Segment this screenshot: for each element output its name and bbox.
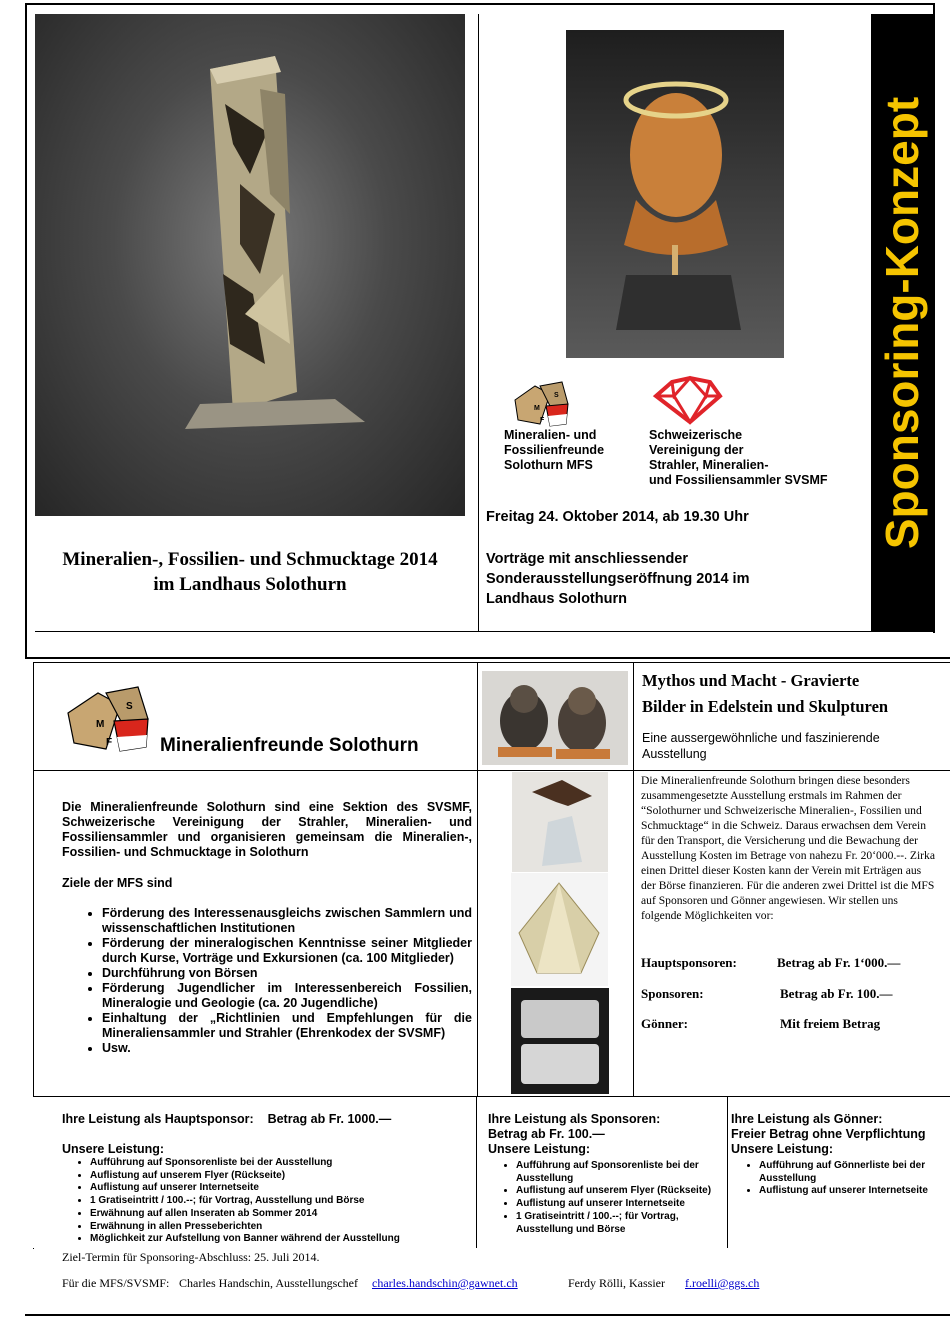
list-item: • Förderung des Interessenausgleichs zwischen Sammlern und wissenschaftlichen Institutionen	[102, 906, 472, 936]
tier-value: Betrag ab Fr. 1‘000.—	[777, 955, 901, 970]
event-date: Freitag 24. Oktober 2014, ab 19.30 Uhr	[486, 509, 749, 525]
org-svsmf-label	[649, 428, 828, 488]
list-item: • Förderung der mineralogischen Kenntnisse seiner Mitglieder durch Kurse, Vorträge und Exkursionen (ca. 100 Mitglieder)	[102, 936, 472, 966]
benefits-sub: Unsere Leistung:	[488, 1142, 591, 1156]
tier-label: Sponsoren:	[641, 986, 704, 1001]
goenner-benefits	[731, 1112, 946, 1198]
event-line: Vorträge mit anschliessender	[486, 551, 689, 567]
cameo-box-image	[511, 988, 609, 1094]
crystal-sculpture-image	[35, 14, 465, 516]
list-item: • Möglichkeit zur Aufstellung von Banner während der Ausstellung	[90, 1233, 472, 1246]
org-mfs-label	[504, 428, 604, 473]
list-item: • Auflistung auf unserer Internetseite	[759, 1185, 946, 1198]
svg-text:F: F	[540, 417, 545, 424]
org-svsmf-line: Schweizerische	[649, 428, 743, 442]
tier-label: Hauptsponsoren:	[641, 955, 737, 970]
list-item: • Auflistung auf unserem Flyer (Rückseite)	[516, 1185, 724, 1198]
svg-text:F: F	[106, 737, 113, 748]
org-mfs-line: Mineralien- und	[504, 428, 597, 442]
exhibit-subtitle	[642, 730, 880, 762]
eagle-sculpture-image	[512, 772, 608, 872]
tier-value: Mit freiem Betrag	[780, 1016, 881, 1031]
benefits-heading: Ihre Leistung als Hauptsponsor: Betrag ab Fr. 1000.—	[62, 1112, 392, 1126]
crystal-pyramid-image	[511, 873, 608, 986]
benefits-heading: Freier Betrag ohne Verpflichtung	[731, 1127, 926, 1141]
list-item: • Förderung Jugendlicher im Interessenbereich Fossilien, Mineralogie und Geologie (ca. 20 Jugendliche)	[102, 981, 472, 1011]
tier-hauptsponsoren	[641, 955, 941, 971]
exhibit-sub-line: Eine aussergewöhnliche und faszinierende	[642, 731, 880, 745]
event-line: Sonderausstellungseröffnung 2014 im	[486, 571, 750, 587]
list-item: • Einhaltung der „Richtlinien und Empfehlungen für die Mineraliensammler und Strahler (Ehrenkodex der SVSMF)	[102, 1011, 472, 1041]
tier-goenner	[641, 1016, 941, 1032]
club-name: Mineralienfreunde Solothurn	[160, 735, 419, 756]
goals-heading: Ziele der MFS sind	[62, 876, 173, 890]
benefits-sub: Unsere Leistung:	[62, 1142, 165, 1156]
bust-sculpture-image	[566, 30, 784, 358]
org-svsmf-line: Vereinigung der	[649, 443, 744, 457]
list-item: • 1 Gratiseintritt / 100.--; für Vortrag, Ausstellung und Börse	[90, 1195, 472, 1208]
sponsor-benefits	[488, 1112, 724, 1236]
contact-name-1: Charles Handschin, Ausstellungschef	[179, 1276, 358, 1290]
org-svsmf-line: Strahler, Mineralien-	[649, 458, 769, 472]
for-label: Für die MFS/SVSMF:	[62, 1276, 170, 1290]
svg-text:M: M	[96, 719, 105, 730]
tier-sponsoren	[641, 986, 941, 1002]
caption-line-2: im Landhaus Solothurn	[153, 574, 347, 595]
sponsoring-sidebar	[871, 14, 933, 632]
sidebar-title: Sponsoring-Konzept	[876, 96, 928, 550]
benefits-sub: Unsere Leistung:	[731, 1142, 834, 1156]
svg-text:M: M	[534, 405, 540, 412]
list-item: • Aufführung auf Gönnerliste bei der Ausstellung	[759, 1160, 946, 1185]
exhibit-text: Die Mineralienfreunde Solothurn bringen diese besonders zusammengesetzte Ausstellung erstmals im Rahmen der “Solothurner und Schweizerische Mineralien-, Fossilien und Schmucktage“ in die Schweiz. Daraus erwachsen dem Verein für den Transport, die Versicherung und die Bewachung der Ausstellung Kosten im Betrage von nahezu Fr. 20‘000.--. Zirka einen Drittel dieser Kosten kann der Verein mit Erträgen aus der Börse finanzieren. Für die anderen zwei Drittel ist die MFS auf Sponsoren und Gönner angewiesen. Wir stellen uns folgende Möglichkeiten vor:	[641, 774, 935, 922]
org-svsmf-line: und Fossiliensammler SVSMF	[649, 473, 828, 487]
tier-label: Gönner:	[641, 1016, 688, 1031]
event-line: Landhaus Solothurn	[486, 591, 627, 607]
list-item: • Aufführung auf Sponsorenliste bei der Ausstellung	[90, 1157, 472, 1170]
tier-value: Betrag ab Fr. 100.—	[780, 986, 893, 1001]
list-item: • Erwähnung auf allen Inseraten ab Sommer 2014	[90, 1208, 472, 1221]
benefits-heading: Ihre Leistung als Gönner:	[731, 1112, 883, 1126]
svg-text:S: S	[126, 701, 133, 712]
svsmf-logo	[652, 374, 724, 426]
exhibit-title-line: Mythos und Macht - Gravierte	[642, 671, 860, 690]
list-item: • Aufführung auf Sponsorenliste bei der Ausstellung	[516, 1160, 724, 1185]
hauptsponsor-benefits	[62, 1112, 472, 1246]
goals-list	[62, 906, 472, 1056]
svg-text:S: S	[554, 392, 559, 399]
benefits-heading: Betrag ab Fr. 100.—	[488, 1127, 605, 1141]
mfs-logo	[510, 380, 570, 428]
club-intro: Die Mineralienfreunde Solothurn sind eine Sektion des SVSMF, Schweizerische Vereinigung der Strahler, Mineralien- und Fossiliensammler und organisieren gemeinsam die Mineralien-, Fossilien- und Schmucktage in Solothurn	[62, 800, 472, 859]
list-item: • Auflistung auf unserem Flyer (Rückseite)	[90, 1170, 472, 1183]
list-item: • Auflistung auf unserer Internetseite	[516, 1198, 724, 1211]
exhibit-title-line: Bilder in Edelstein und Skulpturen	[642, 697, 889, 716]
monkeys-figurine-image	[482, 671, 628, 765]
list-item: • 1 Gratiseintritt / 100.--; für Vortrag, Ausstellung und Börse	[516, 1211, 724, 1236]
contact-name-2: Ferdy Rölli, Kassier	[568, 1276, 665, 1290]
event-description	[486, 549, 749, 609]
list-item: • Erwähnung in allen Presseberichten	[90, 1221, 472, 1234]
list-item: • Auflistung auf unserer Internetseite	[90, 1182, 472, 1195]
email-link-1[interactable]: charles.handschin@gawnet.ch	[372, 1276, 518, 1290]
list-item: • Durchführung von Börsen	[102, 966, 472, 981]
deadline-note: Ziel-Termin für Sponsoring-Abschluss: 25. Juli 2014.	[62, 1250, 320, 1264]
list-item: • Usw.	[102, 1041, 472, 1056]
email-link-2[interactable]: f.roelli@ggs.ch	[685, 1276, 760, 1290]
exhibit-title	[642, 668, 888, 720]
caption-line-1: Mineralien-, Fossilien- und Schmucktage 2014	[62, 549, 438, 570]
contact-line	[62, 1276, 760, 1291]
org-mfs-line: Fossilienfreunde	[504, 443, 605, 457]
benefits-heading: Ihre Leistung als Sponsoren:	[488, 1112, 661, 1126]
org-mfs-line: Solothurn MFS	[504, 458, 593, 472]
exhibit-sub-line: Ausstellung	[642, 747, 707, 761]
mfs-logo-large	[62, 685, 150, 753]
left-caption	[35, 547, 465, 597]
